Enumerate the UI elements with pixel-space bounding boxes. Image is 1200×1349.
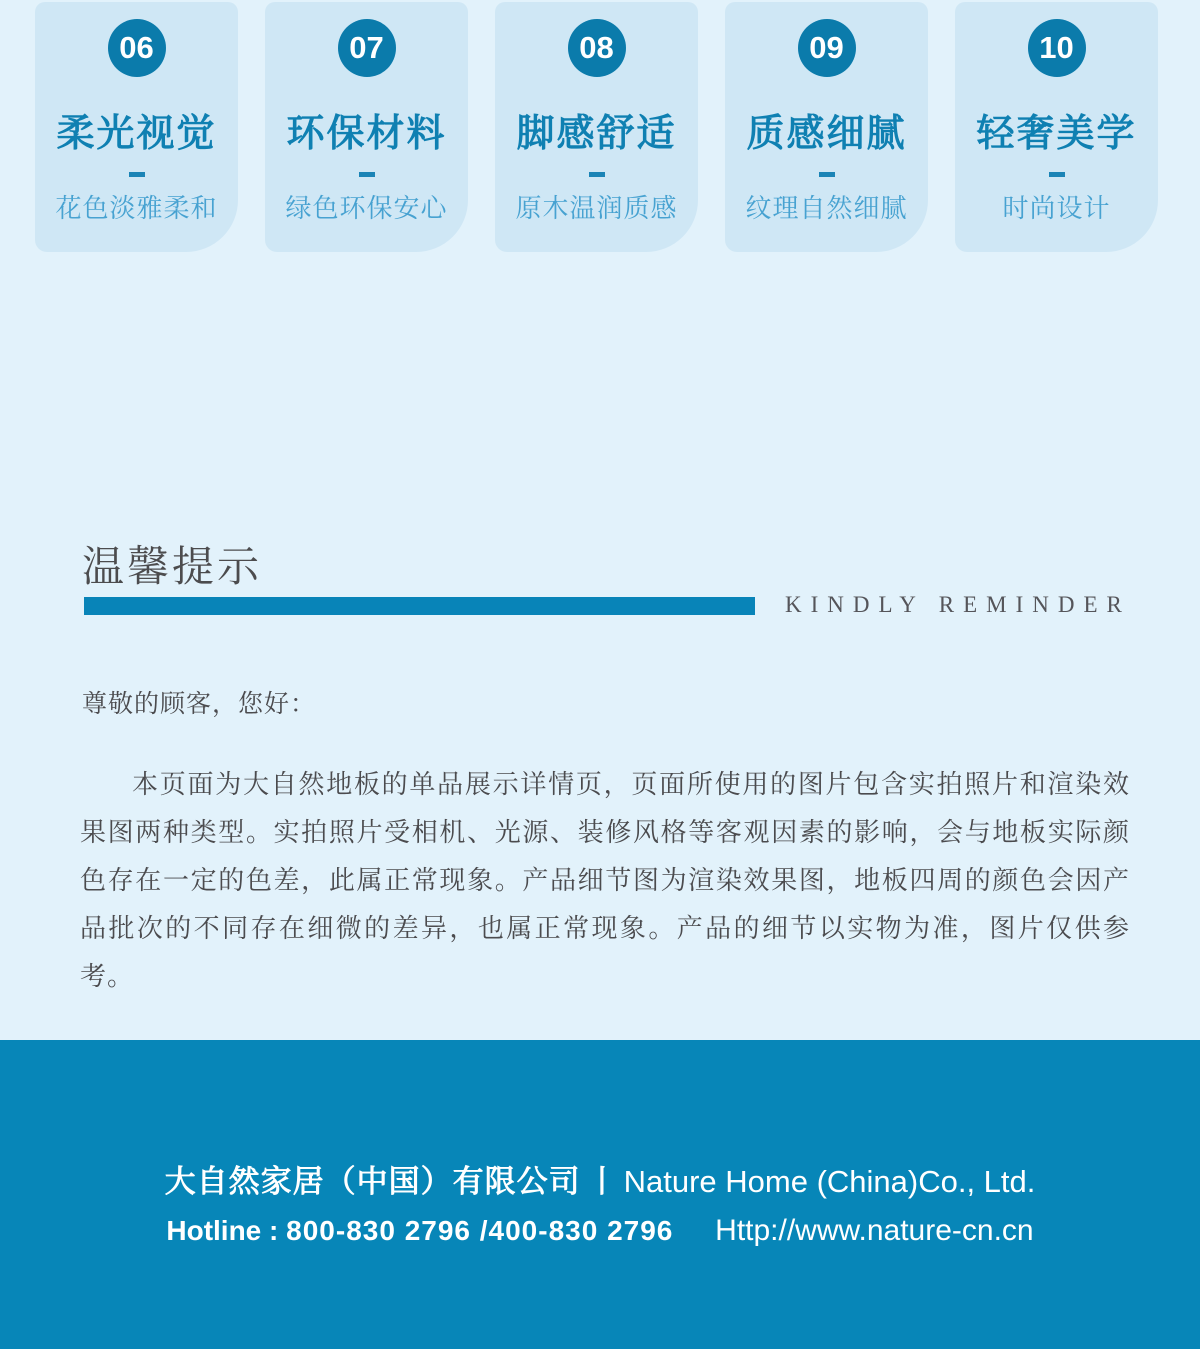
blue-accent-bar (84, 597, 755, 615)
section-title-zh: 温馨提示 (82, 543, 263, 590)
dash-divider (129, 172, 145, 177)
feature-number-badge: 06 (108, 19, 166, 77)
website-url: Http://www.nature-cn.cn (715, 1214, 1034, 1247)
hotline-label: Hotline : (166, 1215, 279, 1246)
footer (0, 1040, 1200, 1349)
footer-content (0, 1040, 1200, 1248)
feature-number-badge: 10 (1028, 19, 1086, 77)
feature-number-badge: 07 (338, 19, 396, 77)
feature-card-08 (495, 2, 698, 252)
feature-subtitle: 纹理自然细腻 (745, 193, 908, 223)
dash-divider (819, 172, 835, 177)
feature-title: 环保材料 (286, 113, 447, 155)
contact-line (0, 1214, 1200, 1248)
feature-card-06 (35, 2, 238, 252)
company-name-en: Nature Home (China)Co., Ltd. (623, 1164, 1036, 1199)
greeting-text: 尊敬的顾客，您好： (82, 690, 317, 718)
feature-card-09 (725, 2, 928, 252)
reminder-paragraph: 本页面为大自然地板的单品展示详情页，页面所使用的图片包含实拍照片和渲染效果图两种类型。实拍照片受相机、光源、装修风格等客观因素的影响，会与地板实际颜色存在一定的色差，此属正常现象。产品细节图为渲染效果图，地板四周的颜色会因产品批次的不同存在细微的差异，也属正常现象。产品的细节以实物为准，图片仅供参考。 (80, 769, 1130, 991)
feature-title: 轻奢美学 (976, 113, 1137, 155)
feature-number-badge: 08 (568, 19, 626, 77)
dash-divider (1049, 172, 1065, 177)
feature-cards-row (35, 2, 1158, 252)
company-line (0, 1156, 1200, 1201)
feature-card-10 (955, 2, 1158, 252)
feature-subtitle: 绿色环保安心 (285, 193, 448, 223)
feature-title: 柔光视觉 (56, 113, 217, 155)
section-title-underline-row (84, 592, 1130, 615)
hotline-numbers: 800-830 2796 /400-830 2796 (286, 1215, 674, 1246)
company-name-zh: 大自然家居（中国）有限公司 (164, 1164, 581, 1199)
separator-bar: 丨 (586, 1164, 618, 1199)
feature-number-badge: 09 (798, 19, 856, 77)
dash-divider (359, 172, 375, 177)
feature-subtitle: 原木温润质感 (515, 193, 678, 223)
feature-subtitle: 花色淡雅柔和 (55, 193, 218, 223)
dash-divider (589, 172, 605, 177)
feature-card-07 (265, 2, 468, 252)
section-title-en: KINDLY REMINDER (785, 592, 1131, 617)
feature-title: 质感细腻 (746, 113, 907, 155)
feature-subtitle: 时尚设计 (1002, 193, 1111, 223)
feature-title: 脚感舒适 (516, 113, 677, 155)
